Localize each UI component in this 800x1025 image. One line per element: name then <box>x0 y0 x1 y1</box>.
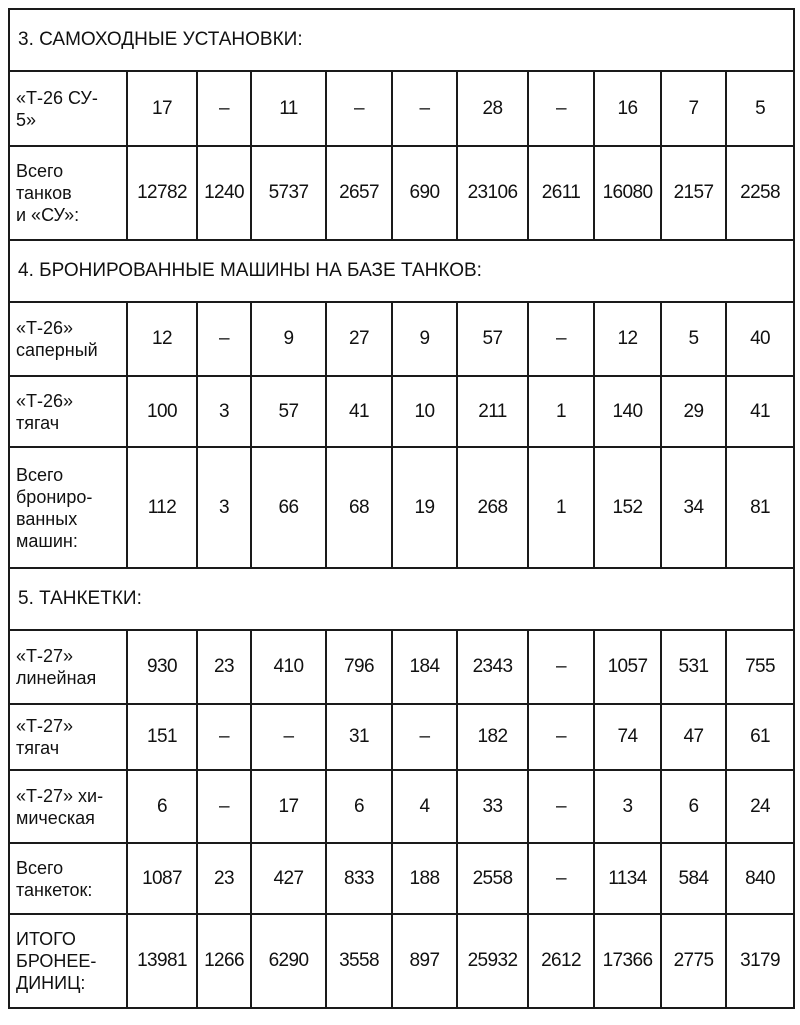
table-cell: – <box>528 843 594 914</box>
table-cell: 184 <box>392 630 457 704</box>
row-label-line: тягач <box>16 412 60 433</box>
row-label <box>9 447 127 568</box>
table-cell: 1087 <box>127 843 197 914</box>
table-cell: – <box>197 770 251 843</box>
section-title <box>9 9 794 71</box>
table-row <box>9 146 794 240</box>
table-cell: 2343 <box>457 630 528 704</box>
row-label <box>9 302 127 376</box>
table-cell: 3 <box>197 376 251 447</box>
table-cell: 2657 <box>326 146 392 240</box>
table-cell: 930 <box>127 630 197 704</box>
table-cell: 140 <box>594 376 661 447</box>
section-header-row <box>9 568 794 630</box>
section-title-text: 4. БРОНИРОВАННЫЕ МАШИНЫ НА БАЗЕ ТАНКОВ: <box>18 260 482 281</box>
table-row <box>9 843 794 914</box>
table-cell: 211 <box>457 376 528 447</box>
table-cell: 112 <box>127 447 197 568</box>
row-label-line: «Т-27» хи- <box>16 785 104 806</box>
row-label-line: танкеток: <box>16 879 93 900</box>
table-row <box>9 704 794 770</box>
row-label <box>9 843 127 914</box>
table-cell: 531 <box>661 630 726 704</box>
row-label-line: машин: <box>16 530 78 551</box>
table-cell: 410 <box>251 630 326 704</box>
table-cell: 897 <box>392 914 457 1008</box>
table-cell: 2775 <box>661 914 726 1008</box>
row-label-line: ИТОГО <box>16 929 76 949</box>
table-cell: 9 <box>251 302 326 376</box>
table-cell: 41 <box>726 376 794 447</box>
table-cell: 152 <box>594 447 661 568</box>
table-cell: 28 <box>457 71 528 146</box>
table-cell: 188 <box>392 843 457 914</box>
row-label-line: брониро- <box>16 486 93 507</box>
table-row <box>9 770 794 843</box>
table-cell: 47 <box>661 704 726 770</box>
table-cell: 268 <box>457 447 528 568</box>
table-cell: 6 <box>661 770 726 843</box>
section-header-row <box>9 9 794 71</box>
table-cell: 61 <box>726 704 794 770</box>
table-cell: 1134 <box>594 843 661 914</box>
table-cell: 17366 <box>594 914 661 1008</box>
row-label <box>9 770 127 843</box>
row-label-line: ДИНИЦ: <box>16 973 86 993</box>
table-row <box>9 630 794 704</box>
table-cell: – <box>528 302 594 376</box>
table-cell: 23106 <box>457 146 528 240</box>
table-cell: 1 <box>528 447 594 568</box>
row-label <box>9 914 127 1008</box>
table-cell: 151 <box>127 704 197 770</box>
table-cell: – <box>528 704 594 770</box>
row-label <box>9 630 127 704</box>
table-cell: – <box>251 704 326 770</box>
row-label-line: ванных <box>16 508 78 529</box>
table-cell: 74 <box>594 704 661 770</box>
table-cell: 12 <box>127 302 197 376</box>
table-cell: 584 <box>661 843 726 914</box>
table-cell: 796 <box>326 630 392 704</box>
table-cell: 833 <box>326 843 392 914</box>
row-label-line: «Т-27» <box>16 716 74 736</box>
row-label-line: «Т-26 СУ- <box>16 87 98 108</box>
table-cell: 1266 <box>197 914 251 1008</box>
table-cell: 690 <box>392 146 457 240</box>
table-cell: 182 <box>457 704 528 770</box>
row-label-line: 5» <box>16 109 37 130</box>
row-label-line: «Т-26» <box>16 318 74 338</box>
table-cell: 68 <box>326 447 392 568</box>
table-cell: – <box>197 71 251 146</box>
table-cell: 100 <box>127 376 197 447</box>
section-header-row <box>9 240 794 302</box>
row-label-line: мическая <box>16 807 95 828</box>
table-cell: 4 <box>392 770 457 843</box>
table-cell: – <box>528 630 594 704</box>
table-row <box>9 447 794 568</box>
row-label-line: тягач <box>16 738 60 758</box>
table-cell: 1240 <box>197 146 251 240</box>
table-cell: 5737 <box>251 146 326 240</box>
section-title-text: 5. ТАНКЕТКИ: <box>18 588 142 609</box>
table-cell: 10 <box>392 376 457 447</box>
table-cell: 3 <box>594 770 661 843</box>
table-cell: 57 <box>251 376 326 447</box>
table-cell: 17 <box>251 770 326 843</box>
table-cell: 66 <box>251 447 326 568</box>
table-cell: 2157 <box>661 146 726 240</box>
table-cell: 5 <box>726 71 794 146</box>
table-cell: 12 <box>594 302 661 376</box>
table-cell: 13981 <box>127 914 197 1008</box>
row-label-line: «Т-26» <box>16 390 74 411</box>
table-cell: 34 <box>661 447 726 568</box>
table-cell: 29 <box>661 376 726 447</box>
table-cell: 3558 <box>326 914 392 1008</box>
row-label-line: БРОНЕЕ- <box>16 951 97 971</box>
row-label <box>9 704 127 770</box>
table-cell: 6 <box>326 770 392 843</box>
row-label <box>9 71 127 146</box>
table-row <box>9 914 794 1008</box>
row-label-line: танков <box>16 183 72 203</box>
table-cell: 2612 <box>528 914 594 1008</box>
table-cell: 5 <box>661 302 726 376</box>
table-cell: 755 <box>726 630 794 704</box>
table-cell: 16080 <box>594 146 661 240</box>
armor-units-table <box>8 8 795 1009</box>
table-row <box>9 376 794 447</box>
table-cell: 27 <box>326 302 392 376</box>
row-label <box>9 376 127 447</box>
table-cell: 2558 <box>457 843 528 914</box>
table-cell: 24 <box>726 770 794 843</box>
table-cell: 2611 <box>528 146 594 240</box>
table-cell: 9 <box>392 302 457 376</box>
table-cell: 23 <box>197 630 251 704</box>
section-title-text: 3. САМОХОДНЫЕ УСТАНОВКИ: <box>18 29 303 50</box>
table-cell: 40 <box>726 302 794 376</box>
table-cell: 7 <box>661 71 726 146</box>
table-cell: 17 <box>127 71 197 146</box>
table-cell: 33 <box>457 770 528 843</box>
row-label-line: линейная <box>16 668 97 688</box>
table-cell: 3 <box>197 447 251 568</box>
row-label-line: Всего <box>16 161 64 181</box>
table-cell: 41 <box>326 376 392 447</box>
table-cell: – <box>392 704 457 770</box>
row-label-line: саперный <box>16 340 98 360</box>
table-cell: 1057 <box>594 630 661 704</box>
row-label-line: и «СУ»: <box>16 205 80 225</box>
table-row <box>9 71 794 146</box>
table-cell: 31 <box>326 704 392 770</box>
table-cell: – <box>392 71 457 146</box>
table-cell: – <box>528 71 594 146</box>
table-cell: – <box>326 71 392 146</box>
table-row <box>9 302 794 376</box>
table-cell: – <box>197 704 251 770</box>
row-label-line: «Т-27» <box>16 646 74 666</box>
row-label-line: Всего <box>16 464 64 485</box>
table-cell: 12782 <box>127 146 197 240</box>
section-title <box>9 240 794 302</box>
table-cell: 840 <box>726 843 794 914</box>
table-cell: 6 <box>127 770 197 843</box>
table-body <box>9 9 794 1008</box>
table-cell: 25932 <box>457 914 528 1008</box>
table-cell: 81 <box>726 447 794 568</box>
table-cell: 6290 <box>251 914 326 1008</box>
table-cell: 2258 <box>726 146 794 240</box>
table-cell: 23 <box>197 843 251 914</box>
section-title <box>9 568 794 630</box>
row-label <box>9 146 127 240</box>
table-cell: 427 <box>251 843 326 914</box>
table-cell: 3179 <box>726 914 794 1008</box>
table-cell: – <box>197 302 251 376</box>
row-label-line: Всего <box>16 857 64 878</box>
table-cell: – <box>528 770 594 843</box>
table-cell: 1 <box>528 376 594 447</box>
table-cell: 57 <box>457 302 528 376</box>
table-cell: 11 <box>251 71 326 146</box>
table-cell: 16 <box>594 71 661 146</box>
table-cell: 19 <box>392 447 457 568</box>
